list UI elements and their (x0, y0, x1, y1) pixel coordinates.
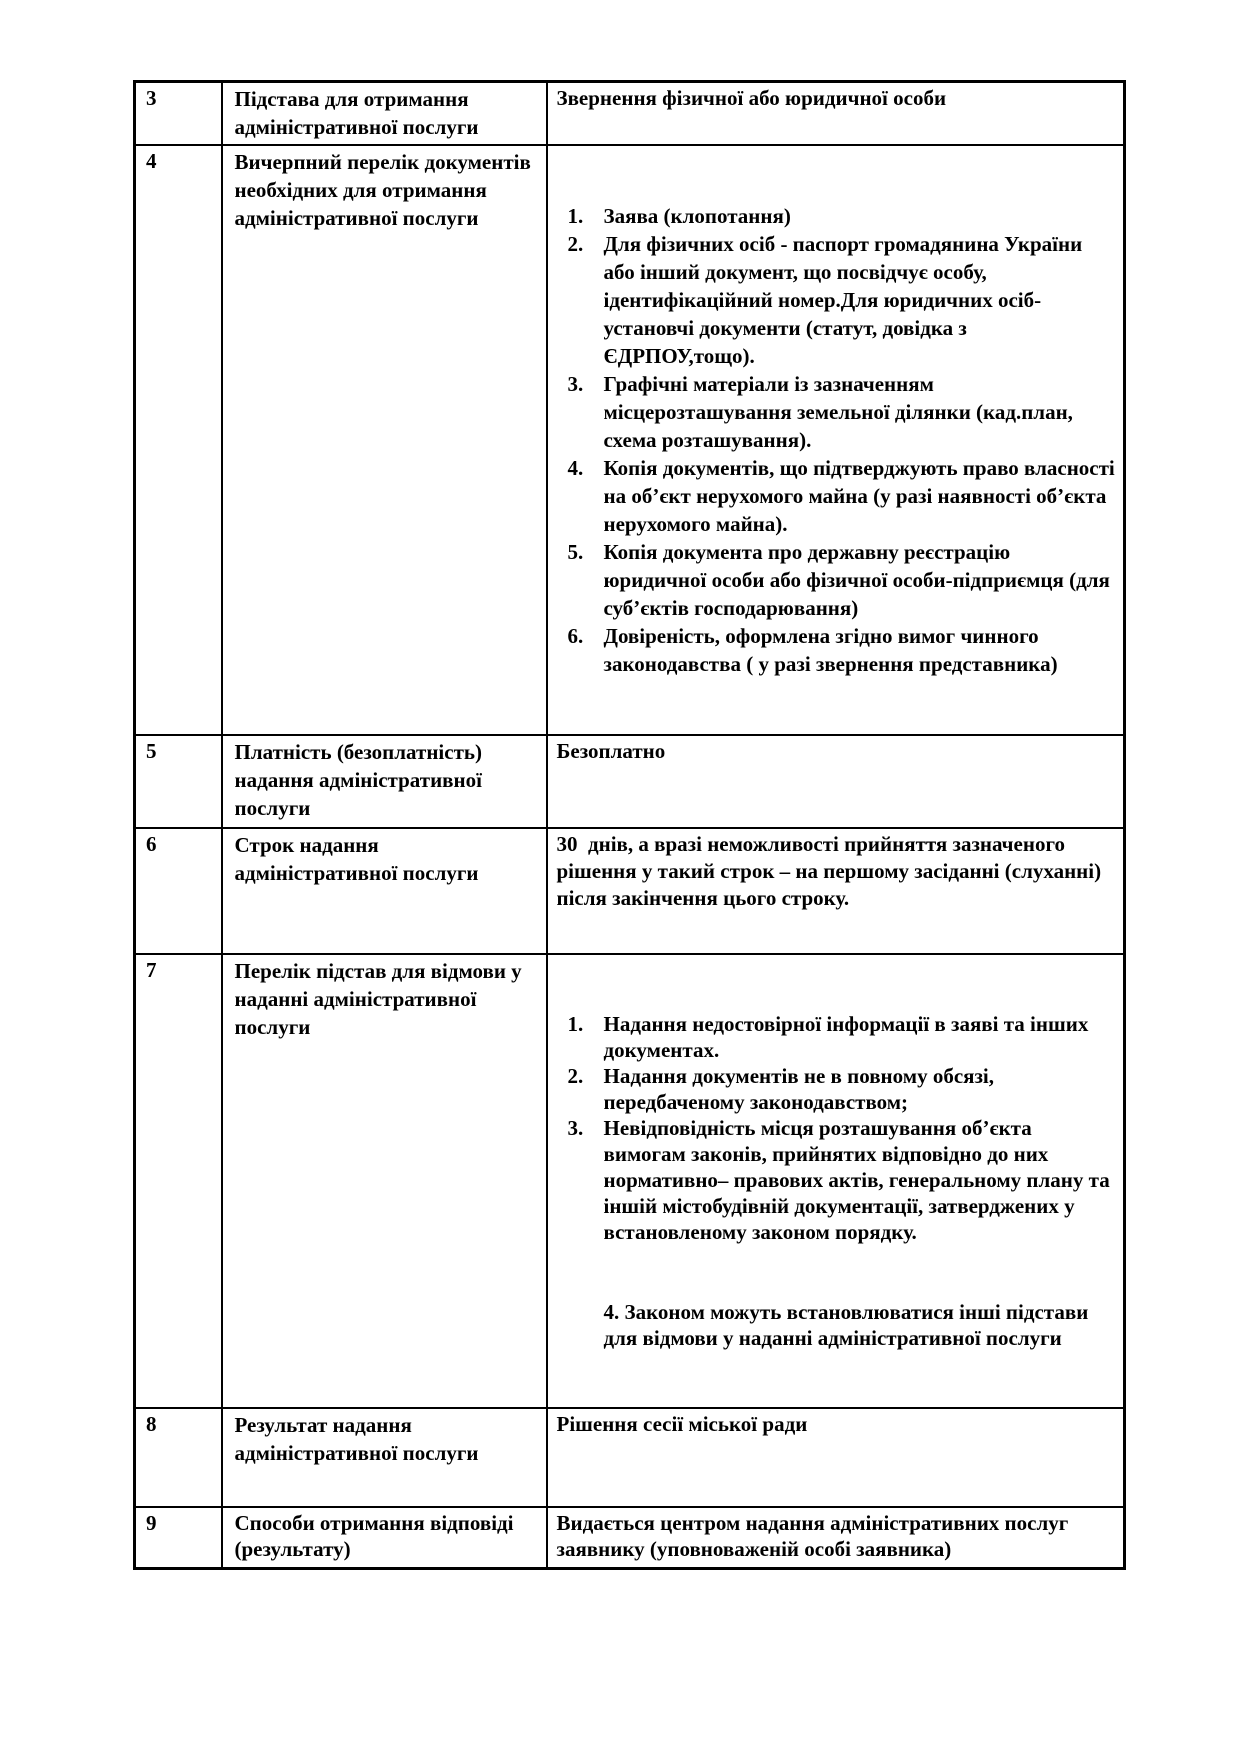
table-row-8 (135, 1408, 1125, 1507)
row-value: 30 днів, а вразі неможливості прийняття зазначеного рішення у такий строк – на першому засіданні (слуханні) після закінчення цього строку. (547, 828, 1125, 954)
list-item: Заява (клопотання) (603, 204, 791, 228)
row-value (547, 145, 1125, 735)
row-number: 8 (135, 1408, 222, 1507)
documents-list (557, 202, 1116, 678)
table-row-4 (135, 145, 1125, 735)
row-label: Платність (безоплатність) надання адміністративної послуги (222, 735, 547, 828)
list-item: Для фізичних осіб - паспорт громадянина України або інший документ, що посвідчує особу, ідентифікаційний номер.Для юридичних осіб-установчі документи (статут, довідка з ЄДРПОУ,тощо). (603, 232, 1083, 368)
list-item: Невідповідність місця розташування об’єкта вимогам законів, прийнятих відповідно до них нормативно– правових актів, генеральному плану та іншій містобудівній документації, затверджених у встановленому законом порядку. (603, 1116, 1110, 1244)
table-row-5 (135, 735, 1125, 828)
row-value: Звернення фізичної або юридичної особи (547, 82, 1125, 146)
table-row-6 (135, 828, 1125, 954)
row-number: 4 (135, 145, 222, 735)
list-item: Довіреність, оформлена згідно вимог чинного законодавства ( у разі звернення представника) (603, 624, 1058, 676)
table-row-9 (135, 1507, 1125, 1569)
list-item-inline: 4. Законом можуть встановлюватися інші підстави для відмови у наданні адміністративної послуги (603, 1300, 1094, 1350)
row-value: Безоплатно (547, 735, 1125, 828)
table-row-3 (135, 82, 1125, 146)
row-value: Рішення сесії міської ради (547, 1408, 1125, 1507)
row-label: Підстава для отримання адміністративної послуги (222, 82, 547, 146)
admin-service-table (133, 80, 1126, 1570)
row-number: 3 (135, 82, 222, 146)
row-value: Видається центром надання адміністративних послуг заявнику (уповноваженій особі заявника) (547, 1507, 1125, 1569)
list-item: Графічні матеріали із зазначенням місцерозташування земельної ділянки (кад.план, схема розташування). (603, 372, 1073, 452)
row-label: Вичерпний перелік документів необхідних для отримання адміністративної послуги (222, 145, 547, 735)
row-number: 6 (135, 828, 222, 954)
row-label: Способи отримання відповіді (результату) (222, 1507, 547, 1569)
row-number: 5 (135, 735, 222, 828)
refusal-reasons-list (557, 1011, 1116, 1245)
list-item: Надання недостовірної інформації в заяві та інших документах. (603, 1012, 1089, 1062)
list-item: Надання документів не в повному обсязі, передбаченому законодавством; (603, 1064, 995, 1114)
row-number: 7 (135, 954, 222, 1408)
list-item: Копія документа про державну реєстрацію юридичної особи або фізичної особи-підприємця (для суб’єктів господарювання) (603, 540, 1110, 620)
row-label: Строк надання адміністративної послуги (222, 828, 547, 954)
row-number: 9 (135, 1507, 222, 1569)
row-value (547, 954, 1125, 1408)
row-label: Перелік підстав для відмови у наданні адміністративної послуги (222, 954, 547, 1408)
row-label: Результат надання адміністративної послуги (222, 1408, 547, 1507)
list-item: Копія документів, що підтверджують право власності на об’єкт нерухомого майна (у разі наявності об’єкта нерухомого майна). (603, 456, 1115, 536)
table-row-7 (135, 954, 1125, 1408)
